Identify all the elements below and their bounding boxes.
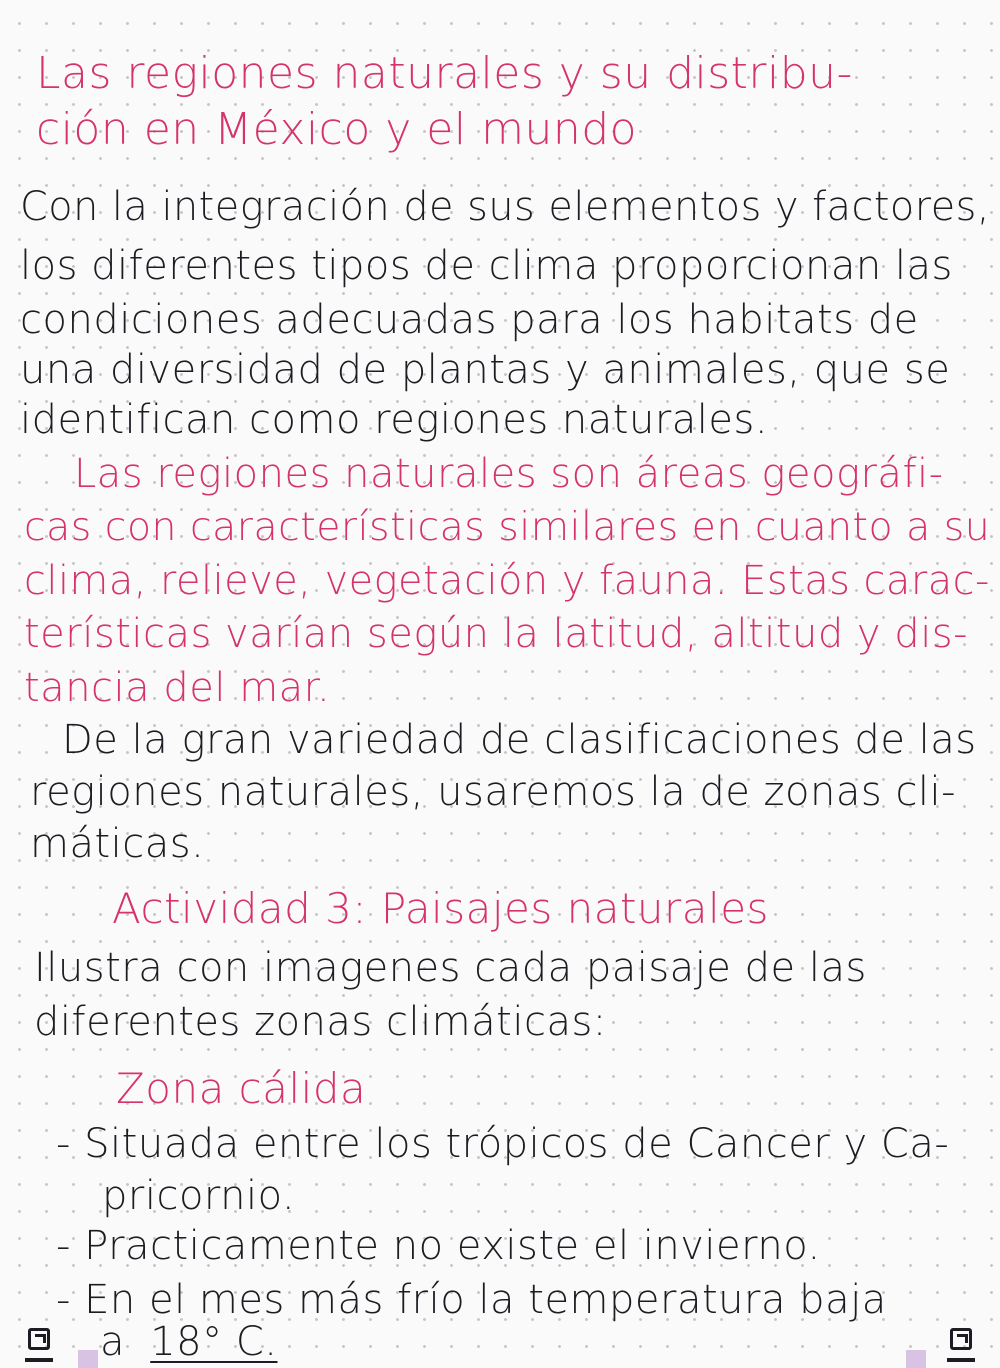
paragraph2-line-2: cas con características similares en cuanto a su: [24, 504, 991, 550]
zone-bullet-3: - En el mes más frío la temperatura baja: [56, 1277, 887, 1323]
title-line-1: Las regiones naturales y su distribu-: [36, 48, 853, 99]
paragraph3-line-1: De la gran variedad de clasificaciones de las: [62, 717, 977, 763]
activity-heading: Actividad 3: Paisajes naturales: [112, 884, 769, 933]
paragraph2-line-3: clima, relieve, vegetación y fauna. Estas carac-: [24, 558, 990, 604]
bottom-right-tab: [906, 1350, 926, 1368]
paragraph1-line-4: una diversidad de plantas y animales, que se: [20, 347, 951, 393]
bottom-right-corner-marker-icon: [950, 1328, 972, 1350]
paragraph2-line-4: terísticas varían según la latitud, altitud y dis-: [24, 611, 969, 657]
activity-line-2: diferentes zonas climáticas:: [34, 999, 607, 1045]
zone-heading: Zona cálida: [116, 1064, 367, 1113]
zone-bullet-1-continued: pricornio.: [102, 1173, 296, 1219]
paragraph1-line-3: condiciones adecuadas para los habitats de: [20, 297, 919, 343]
paragraph3-line-3: máticas.: [30, 821, 205, 867]
activity-line-1: Ilustra con imagenes cada paisaje de las: [34, 945, 867, 991]
paragraph3-line-2: regiones naturales, usaremos la de zonas cli-: [30, 769, 957, 815]
zone-last-prefix: a: [100, 1319, 126, 1365]
title-line-2: ción en México y el mundo: [36, 104, 638, 155]
bottom-left-tab: [78, 1350, 98, 1368]
bottom-right-corner-bar: [947, 1358, 975, 1362]
temperature-value: 18° C.: [150, 1319, 278, 1365]
bottom-left-corner-marker-icon: [28, 1328, 50, 1350]
paragraph1-line-2: los diferentes tipos de clima proporcionan las: [20, 243, 953, 289]
zone-bullet-3-continued: [100, 1319, 278, 1365]
paragraph2-line-5: tancia del mar.: [24, 665, 331, 711]
zone-bullet-2: - Practicamente no existe el invierno.: [56, 1223, 821, 1269]
zone-bullet-1: - Situada entre los trópicos de Cancer y Ca-: [56, 1121, 950, 1167]
paragraph2-line-1: Las regiones naturales son áreas geográfi-: [74, 451, 944, 497]
paragraph1-line-1: Con la integración de sus elementos y factores,: [20, 184, 991, 230]
bottom-left-corner-bar: [25, 1358, 53, 1362]
paragraph1-line-5: identifican como regiones naturales.: [20, 397, 769, 443]
